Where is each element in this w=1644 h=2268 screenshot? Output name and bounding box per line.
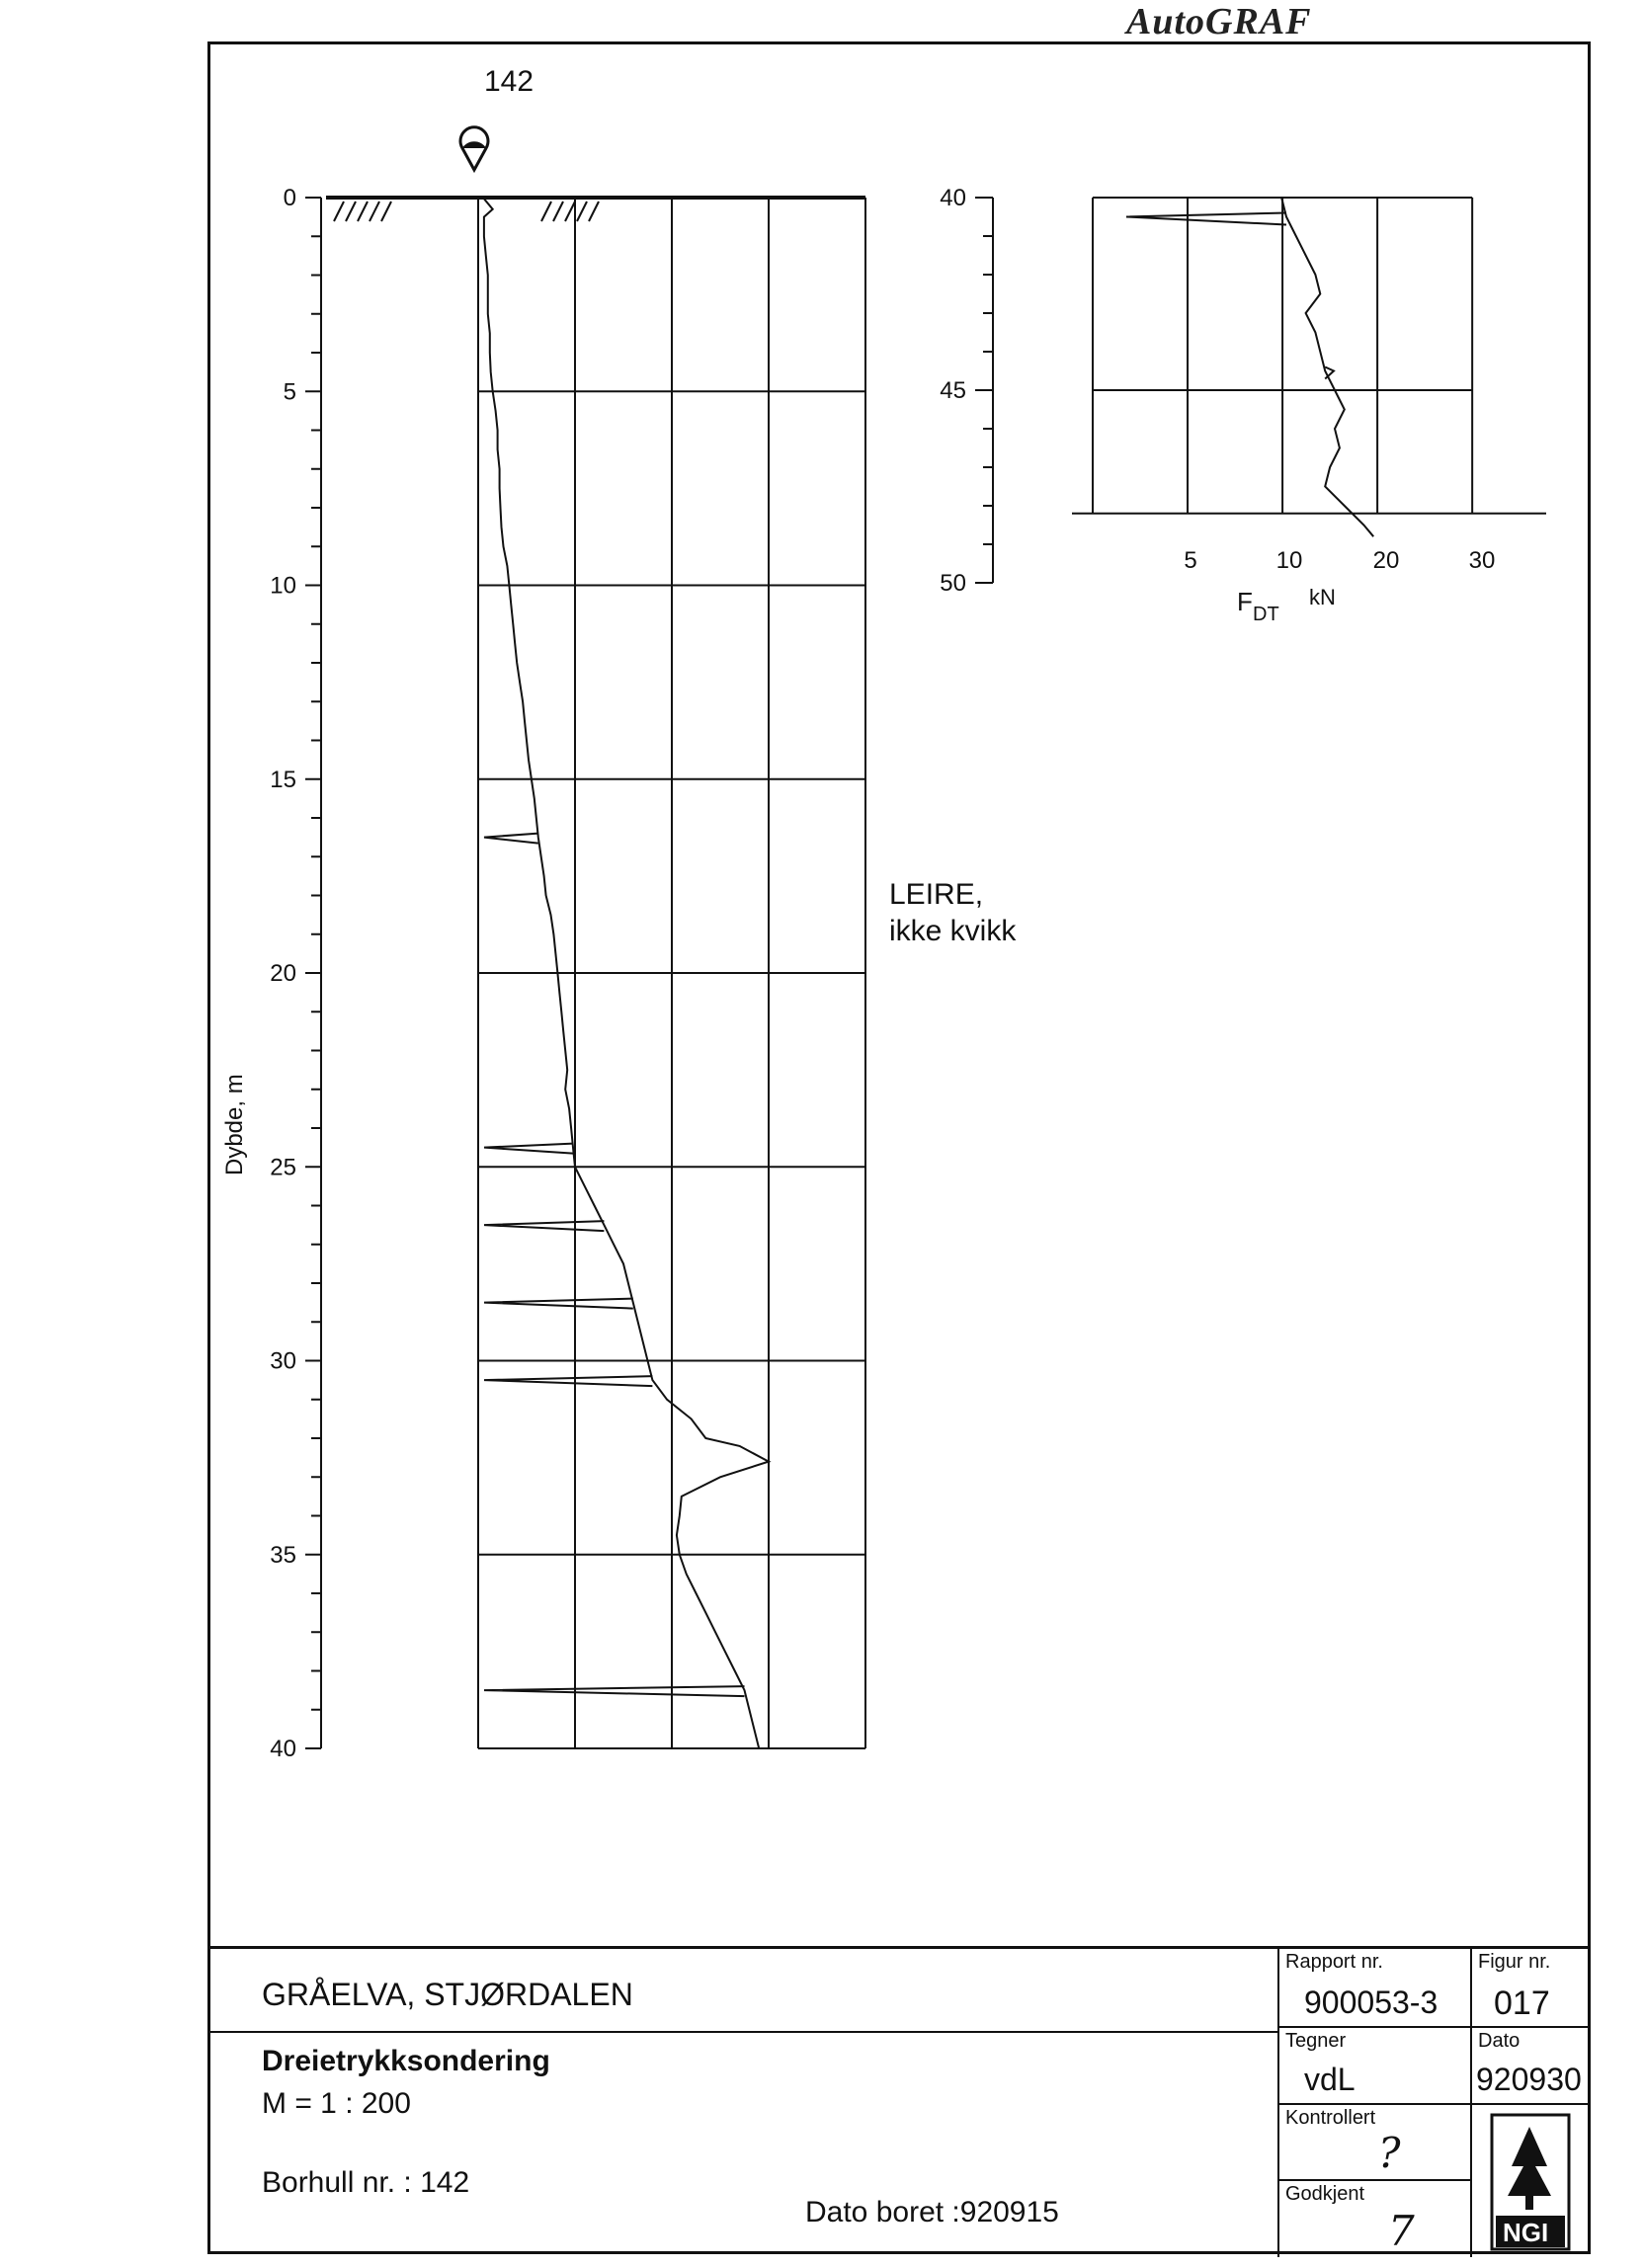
- inset-depth-tick-label: 40: [940, 185, 966, 211]
- svg-text:DT: DT: [1253, 604, 1279, 625]
- depth-tick-label: 0: [283, 185, 296, 211]
- inset-x-axis-label: [1237, 585, 1336, 625]
- depth-tick-label: 10: [270, 572, 296, 600]
- rapport-label: Rapport nr.: [1285, 1951, 1383, 1973]
- dato-label: Dato: [1478, 2030, 1521, 2052]
- ground-hatch-right-4: [589, 202, 599, 221]
- sounding-spike-3: [484, 1299, 633, 1309]
- ngi-logo-cell: [1472, 2105, 1588, 2257]
- godkjent-signature: 7: [1388, 2207, 1415, 2255]
- depth-tick-label: 30: [270, 1347, 296, 1375]
- annotation-line-1: LEIRE,: [889, 878, 984, 911]
- inset-x-tick-label: 30: [1468, 547, 1496, 574]
- depth-tick-label: 25: [270, 1154, 296, 1181]
- tegner-label: Tegner: [1285, 2030, 1347, 2052]
- brand-logo-text: AutoGRAF: [1126, 1, 1312, 42]
- depth-tick-label: 35: [270, 1541, 296, 1569]
- figur-label: Figur nr.: [1478, 1951, 1551, 1973]
- ground-hatch-left-0: [334, 202, 344, 221]
- inset-depth-tick-label: 45: [940, 377, 966, 404]
- tegner-value: vdL: [1304, 2062, 1356, 2097]
- ngi-logo-text: NGI: [1503, 2218, 1549, 2247]
- sounding-spike-1: [484, 1144, 573, 1154]
- depth-tick-label: 40: [270, 1736, 296, 1762]
- ground-hatch-right-1: [553, 202, 563, 221]
- rapport-cell: [1279, 1949, 1472, 2028]
- ground-hatch-left-1: [346, 202, 356, 221]
- depth-tick-label: 15: [270, 766, 296, 793]
- inset-x-tick-label: 20: [1372, 547, 1400, 574]
- sounding-spike-5: [484, 1686, 745, 1696]
- annotation-line-2: ikke kvikk: [889, 915, 1017, 947]
- ground-hatch-right-0: [541, 202, 551, 221]
- depth-tick-label: 5: [283, 378, 296, 406]
- sounding-spike-4: [484, 1376, 652, 1386]
- sounding-spike-2: [484, 1221, 604, 1231]
- inset-x-tick-label: 10: [1275, 547, 1303, 574]
- inset-depth-tick-label: 50: [940, 570, 966, 597]
- inset-sounding-spike-0: [1126, 213, 1286, 225]
- figur-cell: [1472, 1949, 1588, 2028]
- inset-sounding-chart: [940, 185, 1546, 597]
- ground-hatch-right-3: [577, 202, 587, 221]
- borehole-text: Borhull nr. : 142: [262, 2166, 470, 2199]
- kontrollert-label: Kontrollert: [1285, 2107, 1376, 2129]
- details-cell: [207, 2033, 1279, 2257]
- ground-hatch-left-3: [370, 202, 379, 221]
- figur-value: 017: [1494, 1984, 1550, 2022]
- ground-hatch-left-2: [358, 202, 368, 221]
- inset-x-tick-label: 5: [1184, 547, 1197, 574]
- ground-hatch-left-4: [381, 202, 391, 221]
- svg-text:kN: kN: [1309, 585, 1336, 609]
- godkjent-label: Godkjent: [1285, 2183, 1365, 2205]
- dato-value: 920930: [1476, 2062, 1582, 2097]
- main-sounding-chart: [270, 185, 865, 1762]
- kontrollert-cell: [1279, 2105, 1472, 2181]
- borehole-symbol-icon: [460, 127, 488, 170]
- godkjent-cell: [1279, 2181, 1472, 2257]
- ngi-logo-icon: [1472, 2105, 1588, 2257]
- title-block: [207, 1946, 1591, 2254]
- rapport-value: 900053-3: [1304, 1984, 1438, 2020]
- depth-tick-label: 20: [270, 960, 296, 987]
- kontrollert-signature: ?: [1378, 2129, 1401, 2177]
- sounding-spike-0: [484, 834, 538, 844]
- project-name: GRÅELVA, STJØRDALEN: [262, 1977, 633, 2012]
- date-drilled-text: Dato boret :920915: [805, 2196, 1059, 2228]
- tegner-cell: [1279, 2028, 1472, 2105]
- dato-cell: [1472, 2028, 1588, 2105]
- scale-text: M = 1 : 200: [262, 2087, 411, 2120]
- method-title: Dreietrykksondering: [262, 2045, 550, 2077]
- svg-text:F: F: [1237, 587, 1253, 616]
- y-axis-label: Dybde, m: [221, 1074, 248, 1175]
- borehole-number-label: 142: [484, 65, 534, 98]
- project-cell: [207, 1949, 1279, 2033]
- ground-hatch-right-2: [565, 202, 575, 221]
